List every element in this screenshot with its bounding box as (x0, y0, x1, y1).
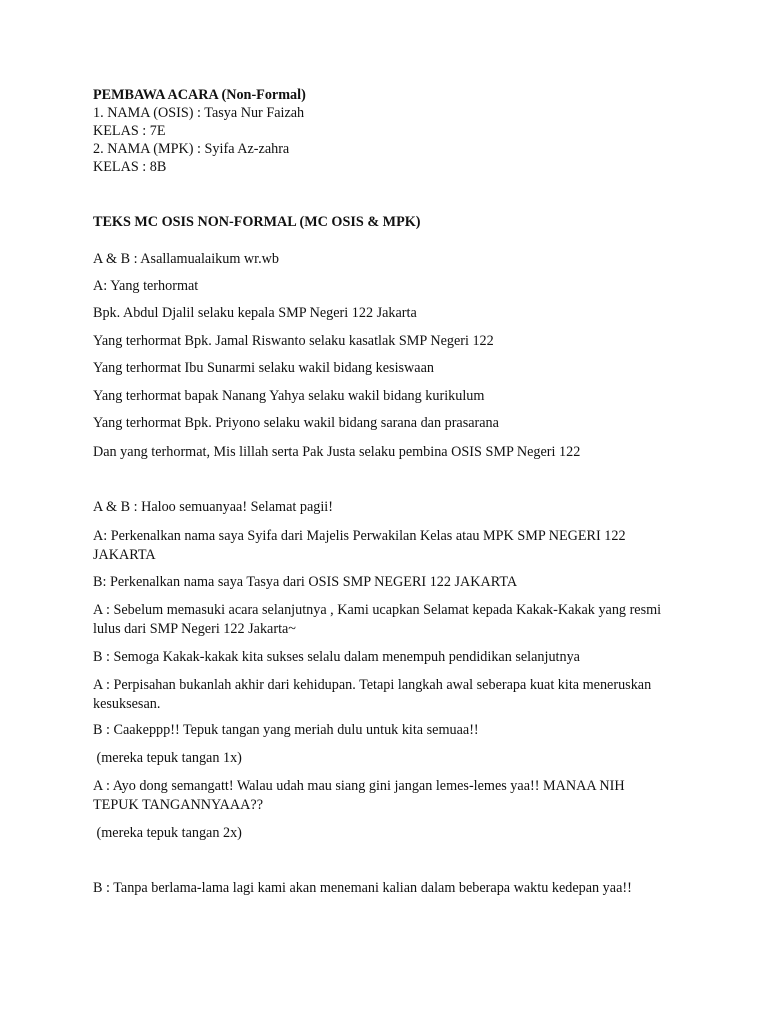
script-line: Dan yang terhormat, Mis lillah serta Pak Justa selaku pembina OSIS SMP Negeri 122 (93, 444, 581, 460)
script-line: A: Yang terhormat (93, 278, 199, 294)
script-line: Yang terhormat bapak Nanang Yahya selaku wakil bidang kurikulum (93, 388, 485, 404)
host-b-class: KELAS : 8B (93, 159, 167, 175)
script-line: B : Tanpa berlama-lama lagi kami akan menemani kalian dalam beberapa waktu kedepan yaa!! (93, 880, 632, 896)
section-title: TEKS MC OSIS NON-FORMAL (MC OSIS & MPK) (93, 214, 421, 230)
host-a-class: KELAS : 7E (93, 123, 166, 139)
script-line: A : Ayo dong semangatt! Walau udah mau siang gini jangan lemes-lemes yaa!! MANAA NIH TEPUK TANGANNYAAA?? (93, 778, 625, 813)
stage-direction: (mereka tepuk tangan 1x) (93, 750, 242, 766)
script-line: B: Perkenalkan nama saya Tasya dari OSIS SMP NEGERI 122 JAKARTA (93, 574, 518, 590)
script-line: Yang terhormat Bpk. Jamal Riswanto selaku kasatlak SMP Negeri 122 (93, 333, 494, 349)
script-line: Yang terhormat Ibu Sunarmi selaku wakil bidang kesiswaan (93, 360, 434, 376)
script-line: B : Caakeppp!! Tepuk tangan yang meriah dulu untuk kita semuaa!! (93, 722, 479, 738)
host-b-name: 2. NAMA (MPK) : Syifa Az-zahra (93, 141, 290, 157)
script-line: A & B : Haloo semuanyaa! Selamat pagii! (93, 499, 333, 515)
script-line: Yang terhormat Bpk. Priyono selaku wakil bidang sarana dan prasarana (93, 415, 499, 431)
script-line: Bpk. Abdul Djalil selaku kepala SMP Negeri 122 Jakarta (93, 305, 417, 321)
document-title: PEMBAWA ACARA (Non-Formal) (93, 87, 306, 103)
host-a-name: 1. NAMA (OSIS) : Tasya Nur Faizah (93, 105, 305, 121)
script-line: A & B : Asallamualaikum wr.wb (93, 251, 280, 267)
stage-direction: (mereka tepuk tangan 2x) (93, 825, 242, 841)
script-line: A: Perkenalkan nama saya Syifa dari Majelis Perwakilan Kelas atau MPK SMP NEGERI 122 JAKARTA (93, 528, 626, 563)
script-line: A : Perpisahan bukanlah akhir dari kehidupan. Tetapi langkah awal seberapa kuat kita meneruskan kesuksesan. (93, 677, 652, 712)
script-line: B : Semoga Kakak-kakak kita sukses selalu dalam menempuh pendidikan selanjutnya (93, 649, 580, 665)
script-line: A : Sebelum memasuki acara selanjutnya , Kami ucapkan Selamat kepada Kakak-Kakak yang resmi lulus dari SMP Negeri 122 Jakarta~ (93, 602, 662, 637)
